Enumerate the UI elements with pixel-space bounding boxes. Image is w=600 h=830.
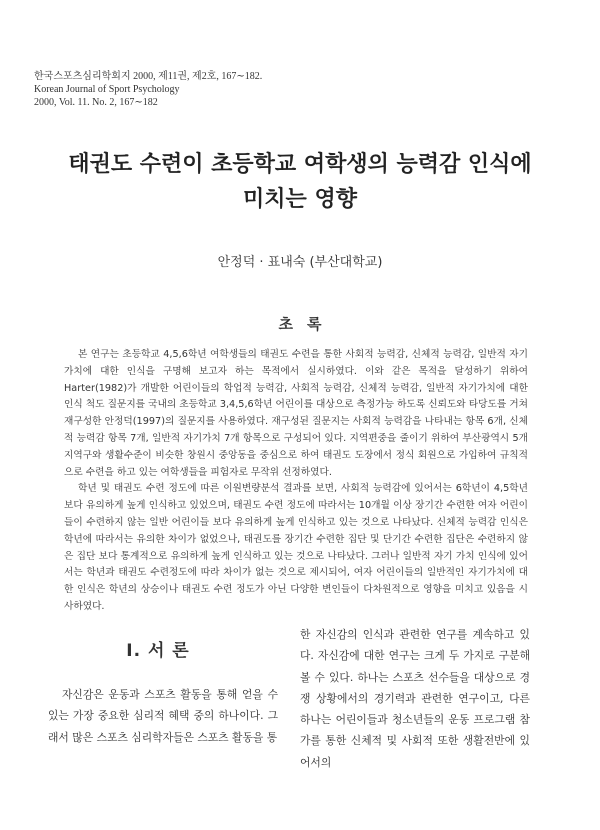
section-heading-introduction: Ⅰ. 서 론 bbox=[126, 641, 190, 661]
paper-title-line-1: 태권도 수련이 초등학교 여학생의 능력감 인식에 bbox=[68, 152, 532, 177]
abstract-paragraph-1: 본 연구는 초등학교 4,5,6학년 여학생들의 태권도 수련을 통한 사회적 능력감, 신체적 능력감, 일반적 자기가치에 대한 인식을 구명해 보고자 하는 목적에서 실시하였다. 이와 같은 목적을 달성하기 위하여 Harter(1982)가 개발한 어린이들의 학업적 능력감, 사회적 능력감, 신체적 능력감, 일반적 자기가치에 대한 인식 척도 질문지를 국내의 초등학교 3,4,5,6학년 어린이를 대상으로 측정가능 하도록 신뢰도와 타당도를 거쳐 재구성한 안정덕(1997)의 질문지를 사용하였다. 재구성된 질문지는 사회적 능력감을 나타내는 항목 6개, 신체적 능력감 항목 7개, 일반적 자기가치 7개 항목으로 구성되어 있다. 지역편중을 줄이기 위하여 부산광역시 5개 지역구와 생활수준이 비슷한 창원시 중앙동을 중심으로 하여 태권도 도장에서 정식 회원으로 가입하여 규칙적으로 수련을 하고 있는 여학생들을 피험자로 무작위 선정하였다. bbox=[64, 349, 528, 478]
paper-authors: 안정덕 · 표내숙 (부산대학교) bbox=[217, 255, 383, 270]
journal-name-english: Korean Journal of Sport Psychology bbox=[34, 84, 180, 95]
abstract-body bbox=[64, 347, 528, 616]
intro-paragraph-right: 한 자신감의 인식과 관련한 연구를 계속하고 있다. 자신감에 대한 연구는 크게 두 가지로 구분해 볼 수 있다. 하나는 스포츠 선수들을 대상으로 경쟁 상황에서의 경기력과 관련한 연구이고, 다른 하나는 어린이들과 청소년들의 운동 프로그램 참가를 통한 신체적 및 사회적 또한 생활전반에 있어서의 bbox=[300, 628, 530, 769]
journal-header bbox=[34, 70, 262, 109]
journal-citation-korean: 한국스포츠심리학회지 2000, 제11권, 제2호, 167∼182. bbox=[34, 71, 263, 82]
body-column-left bbox=[48, 684, 278, 748]
paper-title-line-2: 미치는 영향 bbox=[243, 187, 357, 212]
intro-paragraph-left: 자신감은 운동과 스포츠 활동을 통해 얻을 수 있는 가장 중요한 심리적 혜택 중의 하나이다. 그래서 많은 스포츠 심리학자들은 스포츠 활동을 통 bbox=[48, 688, 278, 744]
abstract-paragraph-2: 학년 및 태권도 수련 정도에 따른 이원변량분석 결과를 보면, 사회적 능력감에 있어서는 6학년이 4,5학년 보다 유의하게 높게 인식하고 있었으며, 태권도 수련 정도에 따라서는 10개월 이상 장기간 수련한 여자 어린이들이 수련하지 않는 일반 어린이들 보다 유의하게 높게 인식하고 있는 것으로 나타났다. 신체적 능력감 인식은 학년에 따라서는 유의한 차이가 없었으나, 태권도를 장기간 수련한 집단 및 단기간 수련한 집단은 수련하지 않은 집단 보다 통계적으로 유의하게 높게 인식하고 있는 것으로 나타났다. 그러나 일반적 자기 가치 인식에 있어서는 학년과 태권도 수련정도에 따라 차이가 없는 것으로 제시되어, 여자 어린이들의 일반적인 자기가치에 대한 인식은 학년의 상승이나 태권도 수련 정도가 아닌 다양한 변인들이 다차원적으로 영향을 미치고 있음을 시사하였다. bbox=[64, 483, 528, 612]
journal-citation-english: 2000, Vol. 11. No. 2, 167∼182 bbox=[34, 97, 158, 108]
abstract-heading: 초록 bbox=[278, 315, 336, 333]
body-column-right bbox=[300, 624, 530, 773]
